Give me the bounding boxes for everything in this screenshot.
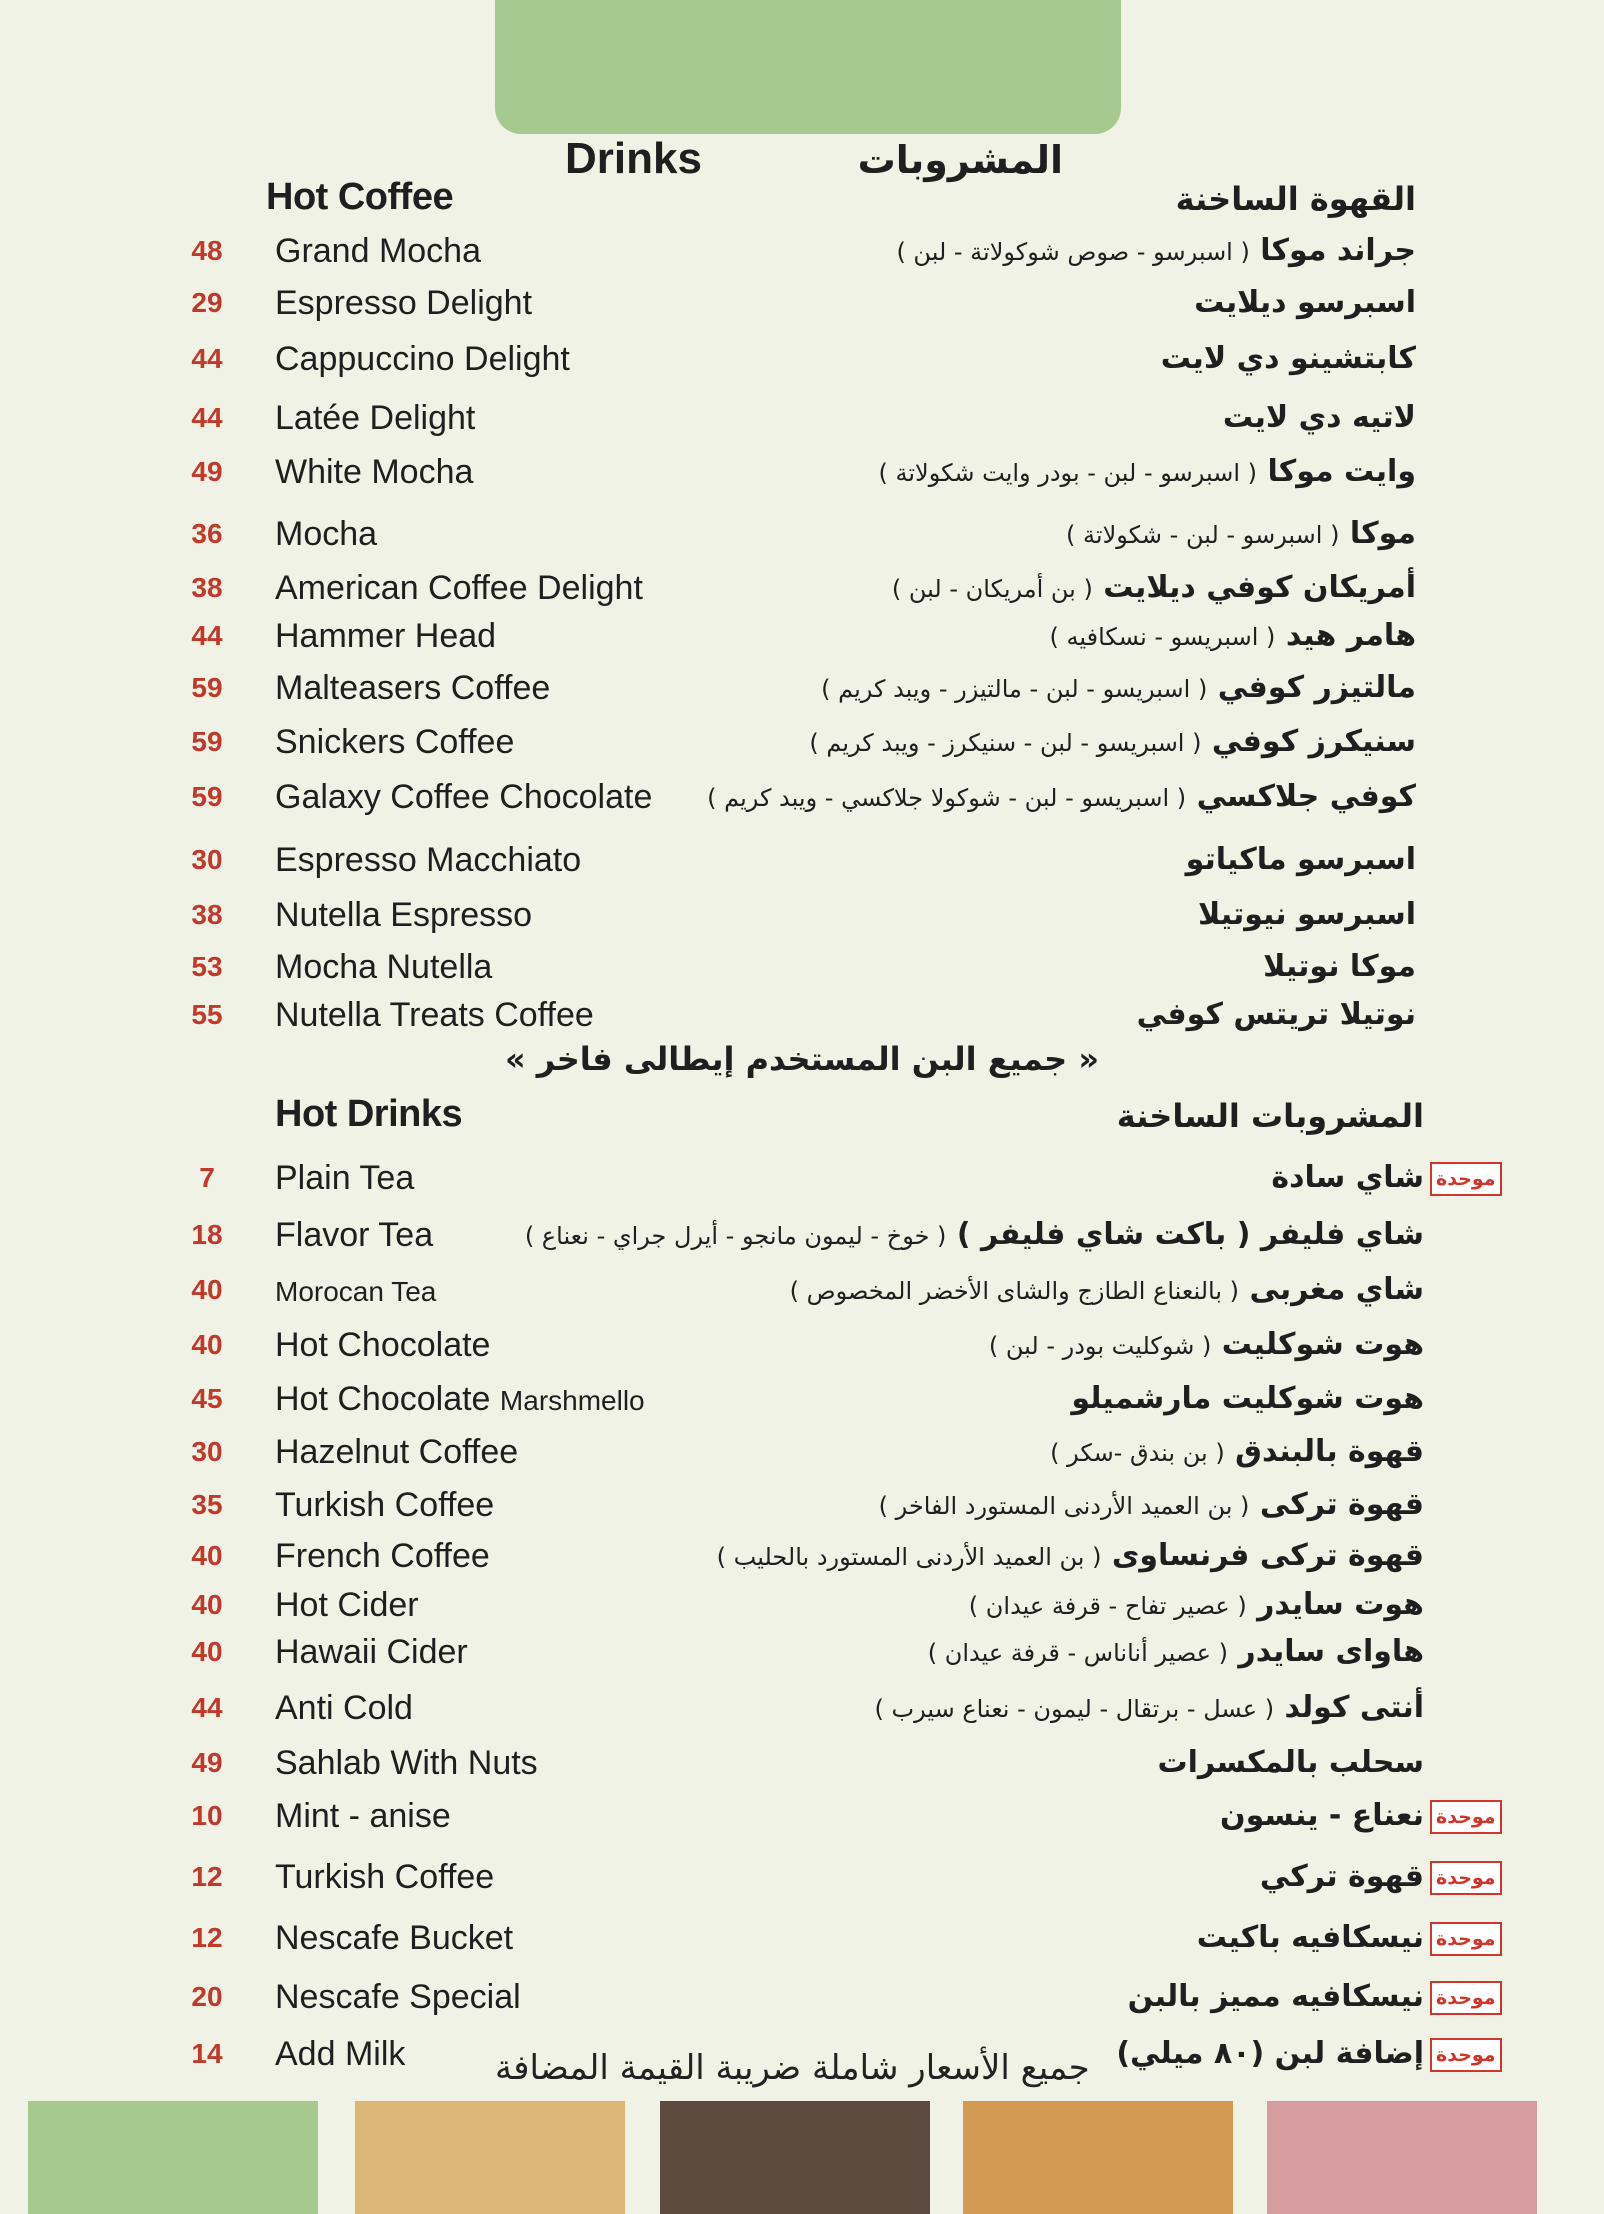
color-swatch-2	[355, 2101, 625, 2214]
italian-coffee-note: « جميع البن المستخدم إيطالى فاخر »	[504, 1040, 1100, 1078]
item-name-en	[275, 1913, 513, 1963]
item-name-en	[275, 1265, 436, 1317]
item-name-ar-text: قهوة تركى فرنساوى	[1111, 1538, 1424, 1573]
item-name-en	[275, 1738, 538, 1788]
item-name-en	[275, 393, 475, 443]
item-price: 59	[191, 672, 223, 703]
item-price: 40	[191, 1636, 223, 1667]
menu-item-row	[0, 835, 1604, 885]
item-name-ar	[790, 1265, 1424, 1316]
item-price: 38	[191, 572, 223, 603]
item-name-en-text: Plain Tea	[275, 1159, 415, 1197]
item-name-ar-text: هوت شوكليت مارشميلو	[1071, 1381, 1424, 1416]
section-heading-hot-coffee-ar: القهوة الساخنة	[1175, 180, 1416, 218]
item-ingredients-ar: ( اسبرسو - لبن - شكولاتة )	[1066, 521, 1340, 549]
menu-item-row	[0, 1153, 1604, 1203]
color-swatch-4	[963, 2101, 1233, 2214]
item-name-en	[275, 1210, 433, 1260]
item-name-ar-text: شاي سادة	[1271, 1160, 1424, 1195]
item-name-ar-text: موكا	[1349, 516, 1416, 551]
item-name-ar-text: اسبرسو نيوتيلا	[1197, 897, 1416, 932]
item-price: 49	[191, 456, 223, 487]
item-name-en-text: White Mocha	[275, 453, 474, 491]
item-price: 59	[191, 726, 223, 757]
item-price: 12	[191, 1861, 223, 1892]
menu-item-row	[0, 1580, 1604, 1630]
item-name-en-text: Mint - anise	[275, 1797, 451, 1835]
item-name-en-text: Hot Cider	[275, 1586, 419, 1624]
item-name-en-text: Turkish Coffee	[275, 1858, 495, 1896]
item-name-en-text: Add Milk	[275, 2035, 406, 2073]
item-name-en	[275, 890, 532, 940]
item-ingredients-ar: ( اسبرسو - لبن - بودر وايت شكولاتة )	[878, 459, 1258, 487]
item-name-ar-text: قهوة تركي	[1259, 1859, 1424, 1894]
item-name-en-text: Nutella Espresso	[275, 896, 533, 934]
item-name-ar	[1050, 611, 1416, 662]
item-name-en-text: Hazelnut Coffee	[275, 1433, 519, 1471]
item-name-ar-text: نيسكافيه باكيت	[1196, 1920, 1424, 1955]
item-ingredients-ar: ( بن العميد الأردنى المستورد بالحليب )	[716, 1543, 1102, 1571]
item-name-en	[275, 611, 496, 661]
item-name-en	[275, 509, 377, 559]
item-ingredients-ar: ( خوخ - ليمون مانجو - أيرل جراي - نعناع )	[524, 1222, 947, 1250]
item-name-en-text: Anti Cold	[275, 1689, 413, 1727]
item-name-ar-text: اسبرسو ماكياتو	[1185, 842, 1416, 877]
menu-item-row	[0, 1480, 1604, 1530]
menu-item-row	[0, 447, 1604, 497]
item-name-en-text: Galaxy Coffee Chocolate	[275, 778, 653, 816]
item-name-ar	[875, 1683, 1424, 1734]
item-name-en-text: Hammer Head	[275, 617, 497, 655]
item-name-ar	[1157, 1738, 1424, 1788]
item-price: 40	[191, 1540, 223, 1571]
item-ingredients-ar: ( بن أمريكان - لبن )	[891, 575, 1093, 603]
color-swatch-1	[28, 2101, 318, 2214]
item-name-ar	[1161, 334, 1416, 384]
menu-item-row	[0, 393, 1604, 443]
vat-note: جميع الأسعار شاملة ضريبة القيمة المضافة	[495, 2048, 1090, 2088]
item-price: 55	[191, 999, 223, 1030]
item-name-en	[275, 1580, 419, 1630]
menu-item-row	[0, 1738, 1604, 1788]
item-ingredients-ar: ( عصير أناناس - قرفة عيدان )	[927, 1639, 1228, 1667]
menu-item-row	[0, 1627, 1604, 1677]
item-name-ar-text: أنتى كولد	[1284, 1690, 1424, 1725]
unified-price-badge: موحدة	[1430, 1800, 1502, 1834]
item-name-ar-text: نيسكافيه مميز بالبن	[1127, 1979, 1424, 2014]
item-name-ar	[1223, 393, 1416, 443]
menu-item-row	[0, 509, 1604, 559]
item-name-ar	[1271, 1153, 1424, 1203]
item-name-en-small: Marshmello	[499, 1385, 645, 1416]
item-name-ar-text: نعناع - ينسون	[1220, 1798, 1424, 1833]
item-name-ar	[1260, 1852, 1424, 1902]
item-name-ar-text: سنيكرز كوفي	[1211, 724, 1416, 759]
item-name-ar-text: قهوة بالبندق	[1235, 1434, 1424, 1469]
item-price: 44	[191, 620, 223, 651]
item-name-en-text: Snickers Coffee	[275, 723, 515, 761]
item-name-en	[275, 447, 473, 497]
item-name-en-text: Espresso Delight	[275, 284, 533, 322]
item-name-ar-text: قهوة تركى	[1259, 1487, 1424, 1522]
item-name-ar-text: أمريكان كوفي ديلايت	[1103, 570, 1416, 605]
menu-item-row	[0, 278, 1604, 328]
item-price: 29	[191, 287, 223, 318]
item-name-en	[275, 1480, 494, 1530]
unified-price-badge: موحدة	[1430, 1981, 1502, 2015]
unified-price-badge: موحدة	[1430, 1861, 1502, 1895]
item-name-en-text: Turkish Coffee	[275, 1486, 495, 1524]
item-name-ar-text: شاي فليفر ( باكت شاي فليفر )	[956, 1217, 1424, 1252]
item-name-ar-text: مالتيزر كوفي	[1217, 670, 1416, 705]
item-ingredients-ar: ( بالنعناع الطازج والشاى الأخضر المخصوص )	[789, 1277, 1240, 1305]
item-ingredients-ar: ( اسبريسو - لبن - شوكولا جلاكسي - ويبد كريم )	[707, 784, 1187, 812]
item-name-en-small: Morocan Tea	[275, 1276, 437, 1307]
item-price: 53	[191, 951, 223, 982]
item-ingredients-ar: ( اسبريسو - لبن - مالتيزر - ويبد كريم )	[821, 675, 1208, 703]
item-ingredients-ar: ( اسبريسو - لبن - سنيكرز - ويبد كريم )	[809, 729, 1202, 757]
item-name-en	[275, 1531, 490, 1581]
item-name-ar	[1050, 1427, 1424, 1478]
section-heading-hot-coffee-en: Hot Coffee	[266, 176, 454, 218]
item-price: 44	[191, 343, 223, 374]
menu-item-row	[0, 890, 1604, 940]
item-name-ar	[1071, 1374, 1424, 1424]
item-name-en	[275, 1374, 645, 1426]
item-name-en-text: American Coffee Delight	[275, 569, 643, 607]
menu-item-row	[0, 717, 1604, 767]
item-name-en-text: Nutella Treats Coffee	[275, 996, 594, 1034]
item-price: 59	[191, 781, 223, 812]
item-name-en	[275, 1972, 521, 2022]
item-name-en	[275, 835, 581, 885]
item-name-ar-text: هوت شوكليت	[1221, 1327, 1424, 1362]
menu-item-row	[0, 611, 1604, 661]
item-name-ar-text: وايت موكا	[1267, 454, 1416, 489]
item-name-ar-text: جراند موكا	[1260, 233, 1416, 268]
item-price: 12	[191, 1922, 223, 1953]
item-name-ar	[1220, 1791, 1424, 1841]
item-name-ar	[879, 1480, 1424, 1531]
item-price: 45	[191, 1383, 223, 1414]
item-price: 30	[191, 844, 223, 875]
item-name-en-text: Sahlab With Nuts	[275, 1744, 538, 1782]
item-price: 40	[191, 1274, 223, 1305]
item-ingredients-ar: ( شوكليت بودر - لبن )	[988, 1332, 1212, 1360]
item-ingredients-ar: ( بن بندق -سكر )	[1050, 1439, 1225, 1467]
item-name-ar-text: كوفي جلاكسي	[1196, 779, 1416, 814]
menu-item-row	[0, 1972, 1604, 2022]
item-name-en-text: French Coffee	[275, 1537, 490, 1575]
item-name-en	[275, 1791, 451, 1841]
item-price: 38	[191, 899, 223, 930]
menu-item-row	[0, 1427, 1604, 1477]
item-price: 44	[191, 402, 223, 433]
item-name-ar-text: سحلب بالمكسرات	[1157, 1745, 1424, 1780]
menu-item-row	[0, 1531, 1604, 1581]
item-ingredients-ar: ( اسبريسو - نسكافيه )	[1049, 623, 1276, 651]
item-name-ar-text: شاي مغربى	[1249, 1272, 1424, 1307]
color-swatch-3	[660, 2101, 930, 2214]
item-price: 7	[199, 1162, 215, 1193]
item-price: 35	[191, 1489, 223, 1520]
item-name-ar	[1197, 1913, 1424, 1963]
item-name-ar	[717, 1531, 1424, 1582]
item-ingredients-ar: ( عسل - برتقال - ليمون - نعناع سيرب )	[874, 1695, 1275, 1723]
menu-item-row	[0, 1791, 1604, 1841]
item-name-ar-text: هوت سايدر	[1257, 1587, 1424, 1622]
item-name-ar	[892, 563, 1416, 614]
menu-item-row	[0, 942, 1604, 992]
item-price: 40	[191, 1329, 223, 1360]
header-tab	[495, 0, 1121, 134]
section-heading-hot-drinks-en: Hot Drinks	[275, 1093, 463, 1135]
item-name-ar	[896, 226, 1416, 277]
menu-item-row	[0, 563, 1604, 613]
menu-item-row	[0, 772, 1604, 822]
unified-price-badge: موحدة	[1430, 1922, 1502, 1956]
menu-item-row	[0, 663, 1604, 713]
item-ingredients-ar: ( اسبرسو - صوص شوكولاتة - لبن )	[896, 238, 1250, 266]
item-name-ar-text: نوتيلا تريتس كوفي	[1136, 997, 1416, 1032]
menu-item-row	[0, 334, 1604, 384]
item-name-en-text: Grand Mocha	[275, 232, 481, 270]
item-name-en	[275, 942, 492, 992]
item-price: 44	[191, 1692, 223, 1723]
item-name-ar	[989, 1320, 1424, 1371]
item-name-en	[275, 563, 643, 613]
item-name-ar-text: موكا نوتيلا	[1263, 949, 1416, 984]
menu-item-row	[0, 1683, 1604, 1733]
item-price: 48	[191, 235, 223, 266]
item-name-ar	[707, 772, 1416, 823]
item-name-en	[275, 990, 594, 1040]
item-name-ar	[1263, 942, 1416, 992]
item-name-en	[275, 772, 652, 822]
item-name-ar	[969, 1580, 1424, 1631]
item-price: 14	[191, 2038, 223, 2069]
item-name-en	[275, 334, 570, 384]
item-name-en-text: Espresso Macchiato	[275, 841, 582, 879]
item-price: 49	[191, 1747, 223, 1778]
menu-item-row	[0, 226, 1604, 276]
item-name-ar	[1116, 2029, 1424, 2079]
menu-item-row	[0, 1265, 1604, 1315]
section-heading-hot-drinks-ar: المشروبات الساخنة	[1116, 1097, 1424, 1135]
item-ingredients-ar: ( بن العميد الأردنى المستورد الفاخر )	[878, 1492, 1250, 1520]
item-name-en	[275, 1153, 414, 1203]
item-name-en-text: Hot Chocolate	[275, 1326, 491, 1364]
menu-title-ar: المشروبات	[857, 138, 1063, 182]
item-name-en	[275, 2029, 405, 2079]
item-price: 36	[191, 518, 223, 549]
item-name-en	[275, 1852, 494, 1902]
unified-price-badge: موحدة	[1430, 1162, 1502, 1196]
item-name-ar-text: كابتشينو دي لايت	[1160, 341, 1416, 376]
item-price: 10	[191, 1800, 223, 1831]
item-name-en	[275, 226, 481, 276]
item-name-en-text: Flavor Tea	[275, 1216, 434, 1254]
item-name-en	[275, 1427, 518, 1477]
item-name-en	[275, 1320, 490, 1370]
item-name-en-text: Mocha	[275, 515, 378, 553]
color-swatch-5	[1267, 2101, 1537, 2214]
item-name-ar	[1128, 1972, 1424, 2022]
menu-title-en: Drinks	[565, 134, 702, 183]
item-name-en-text: Hawaii Cider	[275, 1633, 468, 1671]
item-name-ar	[525, 1210, 1424, 1261]
item-price: 18	[191, 1219, 223, 1250]
item-name-en	[275, 278, 532, 328]
item-price: 20	[191, 1981, 223, 2012]
item-name-ar-text: لاتيه دي لايت	[1222, 400, 1416, 435]
unified-price-badge: موحدة	[1430, 2038, 1502, 2072]
item-name-ar	[879, 447, 1416, 498]
item-name-en-text: Nescafe Special	[275, 1978, 521, 2016]
item-name-ar-text: إضافة لبن (٨٠ ميلي)	[1116, 2036, 1424, 2071]
item-name-ar	[1198, 890, 1416, 940]
item-name-ar	[1066, 509, 1416, 560]
item-name-ar-text: هامر هيد	[1285, 618, 1416, 653]
item-name-ar	[1186, 835, 1416, 885]
item-name-en-text: Hot Chocolate	[275, 1380, 491, 1418]
menu-item-row	[0, 1852, 1604, 1902]
item-name-ar	[821, 663, 1416, 714]
menu-item-row	[0, 1320, 1604, 1370]
menu-item-row	[0, 1210, 1604, 1260]
item-price: 40	[191, 1589, 223, 1620]
item-ingredients-ar: ( عصير تفاح - قرفة عيدان )	[968, 1592, 1247, 1620]
item-name-en	[275, 717, 514, 767]
item-name-en-text: Mocha Nutella	[275, 948, 493, 986]
item-price: 30	[191, 1436, 223, 1467]
item-name-ar	[809, 717, 1416, 768]
item-name-ar	[1137, 990, 1416, 1040]
item-name-en	[275, 663, 550, 713]
item-name-ar	[1194, 278, 1416, 328]
menu-item-row	[0, 1913, 1604, 1963]
item-name-en	[275, 1683, 413, 1733]
item-name-ar-text: هاواى سايدر	[1238, 1634, 1424, 1669]
menu-item-row	[0, 1374, 1604, 1424]
item-name-ar-text: اسبرسو ديلايت	[1194, 285, 1416, 320]
item-name-en	[275, 1627, 468, 1677]
item-name-ar	[928, 1627, 1424, 1678]
item-name-en-text: Malteasers Coffee	[275, 669, 551, 707]
item-name-en-text: Nescafe Bucket	[275, 1919, 514, 1957]
item-name-en-text: Cappuccino Delight	[275, 340, 570, 378]
menu-item-row	[0, 990, 1604, 1040]
item-name-en-text: Latée Delight	[275, 399, 476, 437]
